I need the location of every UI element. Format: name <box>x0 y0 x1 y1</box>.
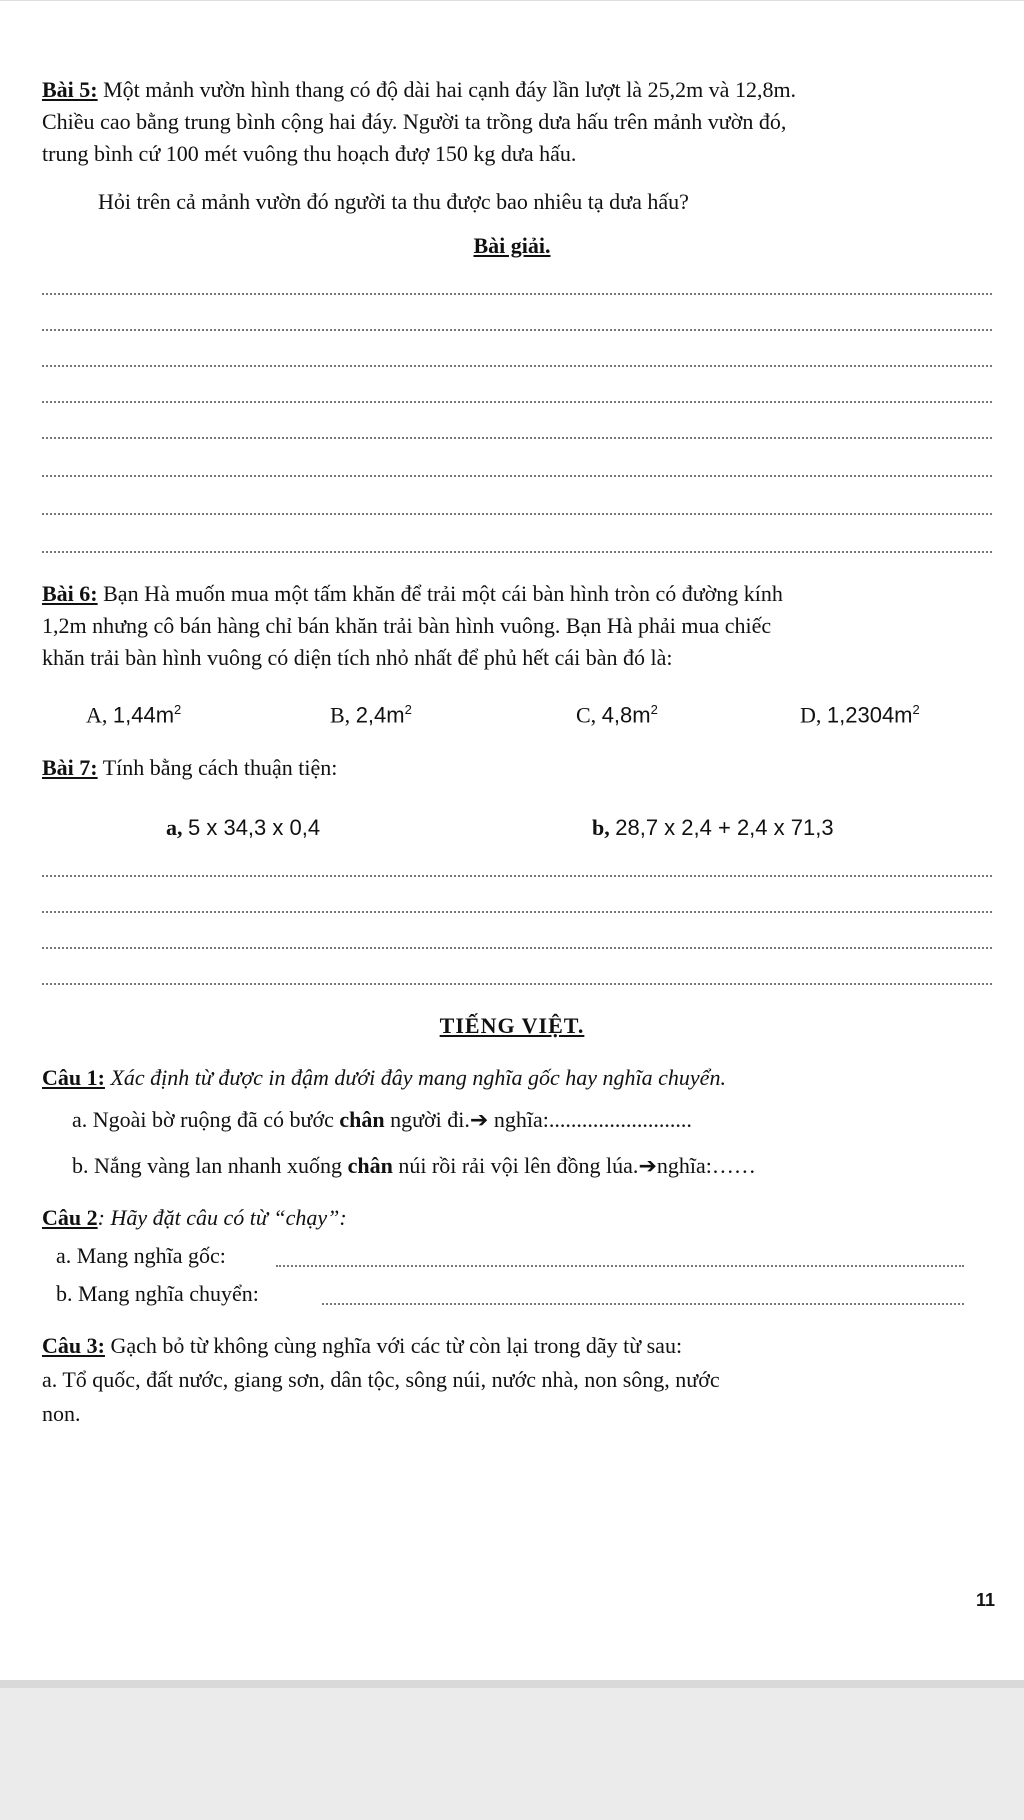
bai7-heading: Bài 7: Tính bằng cách thuận tiện: <box>42 755 338 780</box>
cau1-a: a. Ngoài bờ ruộng đã có bước chân người đi.➔ nghĩa:.......................... <box>72 1107 692 1132</box>
cau1-label: Câu 1: <box>42 1065 105 1090</box>
bai6-line2: 1,2m nhưng cô bán hàng chỉ bán khăn trải bàn hình vuông. Bạn Hà phải mua chiếc <box>42 613 772 638</box>
answer-line <box>42 983 992 985</box>
answer-line <box>42 947 992 949</box>
section-title: TIẾNG VIỆT. <box>439 1013 585 1038</box>
answer-line <box>42 475 992 477</box>
answer-line <box>42 293 992 295</box>
bai5-question: Hỏi trên cả mảnh vườn đó người ta thu được bao nhiêu tạ dưa hấu? <box>98 189 689 214</box>
bai5-line3: trung bình cứ 100 mét vuông thu hoạch đượ 150 kg dưa hấu. <box>42 141 577 166</box>
cau3-heading: Câu 3: Gạch bỏ từ không cùng nghĩa với các từ còn lại trong dãy từ sau: <box>42 1333 683 1358</box>
answer-line <box>276 1265 964 1267</box>
bai6-label: Bài 6: <box>42 581 98 606</box>
cau2-heading: Câu 2: Hãy đặt câu có từ “chạy”: <box>42 1205 347 1230</box>
option-b: B, $2,4m^2$ <box>330 702 412 728</box>
cau3-label: Câu 3: <box>42 1333 105 1358</box>
cau2-a: a. Mang nghĩa gốc: <box>56 1243 226 1268</box>
bai7-a: a, 5 x 34,3 x 0,4 <box>166 815 321 840</box>
option-d: D, $1,2304m^2$ <box>800 702 920 728</box>
option-c: C, $4,8m^2$ <box>576 702 658 728</box>
arrow-icon: ➔ <box>638 1153 657 1178</box>
bai6-line1: Bài 6: Bạn Hà muốn mua một tấm khăn để trải một cái bàn hình tròn có đường kính <box>42 581 783 606</box>
answer-line <box>42 875 992 877</box>
answer-line <box>42 437 992 439</box>
answer-line <box>42 365 992 367</box>
bai6-line3: khăn trải bàn hình vuông có diện tích nhỏ nhất để phủ hết cái bàn đó là: <box>42 645 673 670</box>
answer-line <box>42 401 992 403</box>
bai7-b: b, 28,7 x 2,4 + 2,4 x 71,3 <box>592 815 834 840</box>
cau1-heading: Câu 1: Xác định từ được in đậm dưới đây mang nghĩa gốc hay nghĩa chuyển. <box>42 1065 726 1090</box>
answer-line <box>42 513 992 515</box>
bai7-label: Bài 7: <box>42 755 98 780</box>
bai5-label: Bài 5: <box>42 77 98 102</box>
viewer-background <box>0 1680 1024 1820</box>
cau3-line3: non. <box>42 1401 81 1426</box>
answer-line <box>322 1303 964 1305</box>
cau2-b: b. Mang nghĩa chuyển: <box>56 1281 259 1306</box>
answer-line <box>42 911 992 913</box>
solution-title: Bài giải. <box>473 233 551 258</box>
option-a: A, $1,44m^2$ <box>86 702 182 728</box>
cau3-line2: a. Tổ quốc, đất nước, giang sơn, dân tộc, sông núi, nước nhà, non sông, nước <box>42 1367 720 1392</box>
answer-line <box>42 551 992 553</box>
page-shadow <box>0 1680 1024 1688</box>
bai5-line1: Bài 5: Một mảnh vườn hình thang có độ dài hai cạnh đáy lần lượt là 25,2m và 12,8m. <box>42 77 797 102</box>
cau2-label: Câu 2 <box>42 1205 98 1230</box>
bai5-line2: Chiều cao bằng trung bình cộng hai đáy. Người ta trồng dưa hấu trên mảnh vườn đó, <box>42 109 787 134</box>
cau1-b: b. Nắng vàng lan nhanh xuống chân núi rồi rải vội lên đồng lúa.➔nghĩa:…… <box>72 1153 756 1178</box>
answer-line <box>42 329 992 331</box>
page-number: 11 <box>976 1590 996 1610</box>
arrow-icon: ➔ <box>469 1107 489 1132</box>
